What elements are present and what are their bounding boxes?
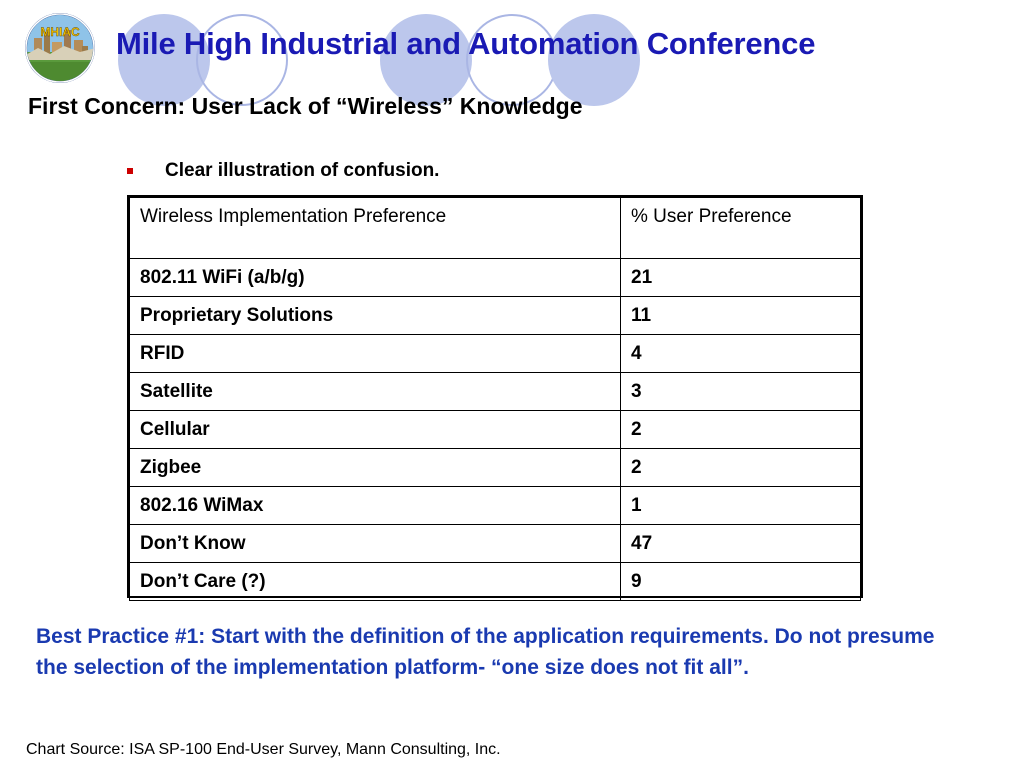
table-cell: 47 <box>621 525 861 563</box>
table-cell: RFID <box>130 335 621 373</box>
best-practice-text: Best Practice #1: Start with the definition of the application requirements. Do not presume the selection of the implementation platform- “one size does not fit all”. <box>36 625 935 679</box>
table-cell: 2 <box>621 411 861 449</box>
table-cell: 3 <box>621 373 861 411</box>
table-cell: 802.16 WiMax <box>130 487 621 525</box>
table-cell: 21 <box>621 259 861 297</box>
bullet-item <box>127 160 439 182</box>
table-cell: Proprietary Solutions <box>130 297 621 335</box>
slide-subtitle: First Concern: User Lack of “Wireless” Knowledge <box>28 93 583 119</box>
conference-title: Mile High Industrial and Automation Conference <box>116 26 816 61</box>
table-row <box>130 411 861 449</box>
conference-logo <box>24 12 96 84</box>
table-cell: Zigbee <box>130 449 621 487</box>
table-cell: Cellular <box>130 411 621 449</box>
bullet-square-icon <box>127 168 133 174</box>
table-cell: Satellite <box>130 373 621 411</box>
table-row <box>130 525 861 563</box>
table-cell: 9 <box>621 563 861 601</box>
table-row <box>130 297 861 335</box>
table-row <box>130 449 861 487</box>
table-row <box>130 563 861 601</box>
table-row <box>130 487 861 525</box>
table-header-cell: % User Preference <box>621 198 861 259</box>
table-row <box>130 373 861 411</box>
table-cell: Don’t Care (?) <box>130 563 621 601</box>
chart-source: Chart Source: ISA SP-100 End-User Survey, Mann Consulting, Inc. <box>26 741 501 758</box>
table-cell: 2 <box>621 449 861 487</box>
table-cell: 11 <box>621 297 861 335</box>
table-cell: 4 <box>621 335 861 373</box>
preference-table <box>127 195 863 598</box>
bullet-text: Clear illustration of confusion. <box>165 160 440 181</box>
table-cell: 802.11 WiFi (a/b/g) <box>130 259 621 297</box>
table-row <box>130 259 861 297</box>
table-cell: Don’t Know <box>130 525 621 563</box>
table-header-row <box>130 198 861 259</box>
table-header-cell: Wireless Implementation Preference <box>130 198 621 259</box>
table-row <box>130 335 861 373</box>
table-cell: 1 <box>621 487 861 525</box>
svg-text:MHIAC: MHIAC <box>40 25 80 39</box>
